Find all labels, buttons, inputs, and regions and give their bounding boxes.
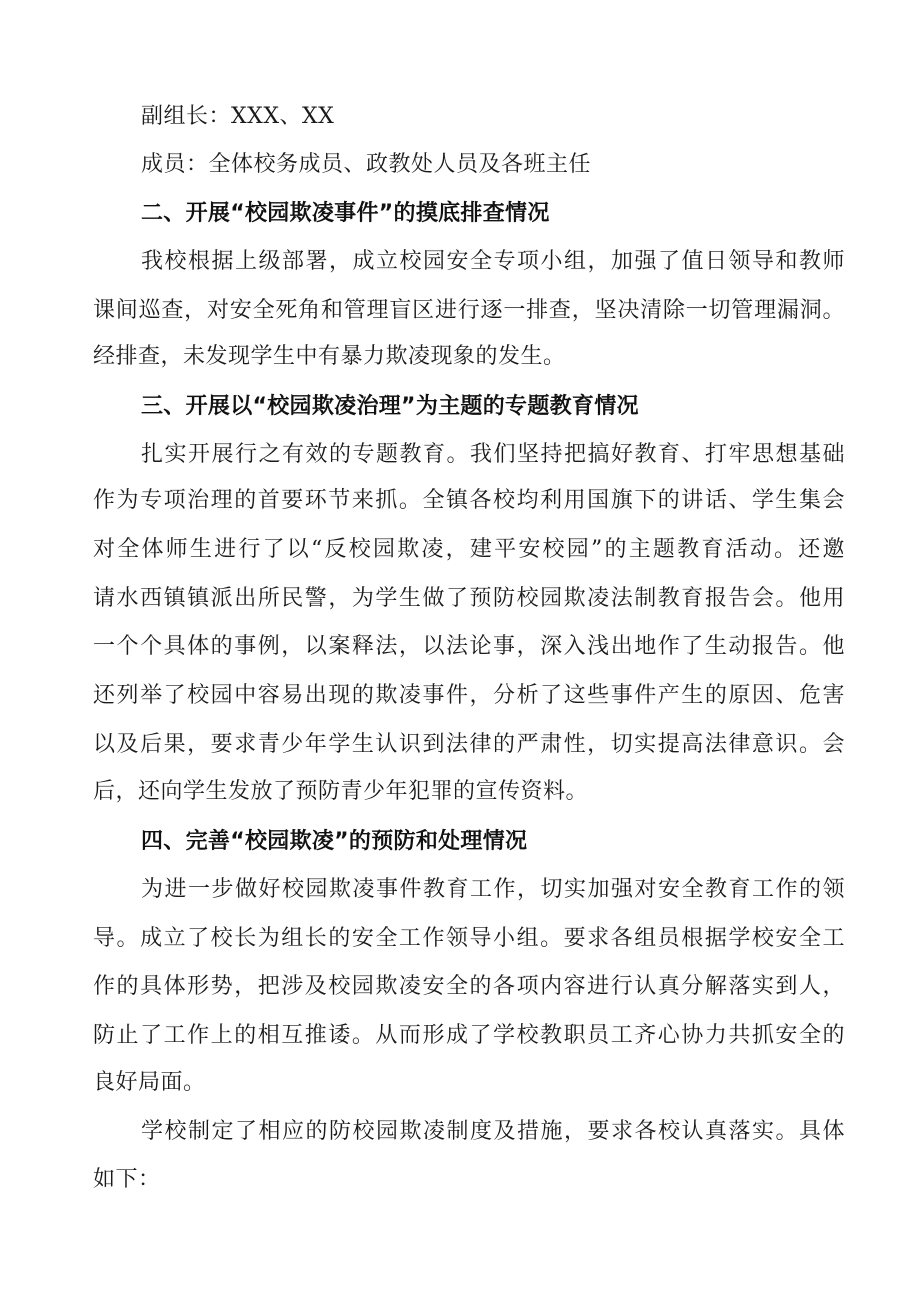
paragraph-line: 为进一步做好校园欺凌事件教育工作，切实加强对安全教育工作的领 [141,877,845,902]
paragraph-line: 课间巡查，对安全死角和管理盲区进行逐一排查，坚决清除一切管理漏洞。 [93,298,845,323]
paragraph-line: 对全体师生进行了以“反校园欺凌，建平安校园”的主题教育活动。还邀 [93,537,845,562]
paragraph-line: 后，还向学生发放了预防青少年犯罪的宣传资料。 [93,779,589,804]
paragraph-line: 我校根据上级部署，成立校园安全专项小组，加强了值日领导和教师 [141,249,845,274]
paragraph-line: 防止了工作上的相互推诿。从而形成了学校教职员工齐心协力共抓安全的 [93,1023,845,1048]
section-heading-4: 四、完善“校园欺凌”的预防和处理情况 [141,829,528,854]
section-heading-3: 三、开展以“校园欺凌治理”为主题的专题教育情况 [141,394,639,419]
members-line: 成员：全体校务成员、政教处人员及各班主任 [141,152,592,177]
paragraph-line: 作为专项治理的首要环节来抓。全镇各校均利用国旗下的讲话、学生集会 [93,488,845,513]
paragraph-line: 经排查，未发现学生中有暴力欺凌现象的发生。 [93,344,566,369]
paragraph-line: 学校制定了相应的防校园欺凌制度及措施，要求各校认真落实。具体 [141,1119,845,1144]
section-heading-2: 二、开展“校园欺凌事件”的摸底排查情况 [141,201,550,226]
paragraph-line: 以及后果，要求青少年学生认识到法律的严肃性，切实提高法律意识。会 [93,732,845,757]
paragraph-line: 良好局面。 [93,1070,206,1095]
paragraph-line: 还列举了校园中容易出现的欺凌事件，分析了这些事件产生的原因、危害 [93,683,845,708]
paragraph-line: 导。成立了校长为组长的安全工作领导小组。要求各组员根据学校安全工 [93,926,845,951]
paragraph-line: 一个个具体的事例，以案释法，以法论事，深入浅出地作了生动报告。他 [93,634,845,659]
paragraph-line: 请水西镇镇派出所民警，为学生做了预防校园欺凌法制教育报告会。他用 [93,586,845,611]
vice-leader-line: 副组长：XXX、XX [141,104,335,129]
paragraph-line: 如下： [93,1167,161,1192]
paragraph-line: 扎实开展行之有效的专题教育。我们坚持把搞好教育、打牢思想基础 [141,442,845,467]
paragraph-line: 作的具体形势，把涉及校园欺凌安全的各项内容进行认真分解落实到人， [93,974,845,999]
